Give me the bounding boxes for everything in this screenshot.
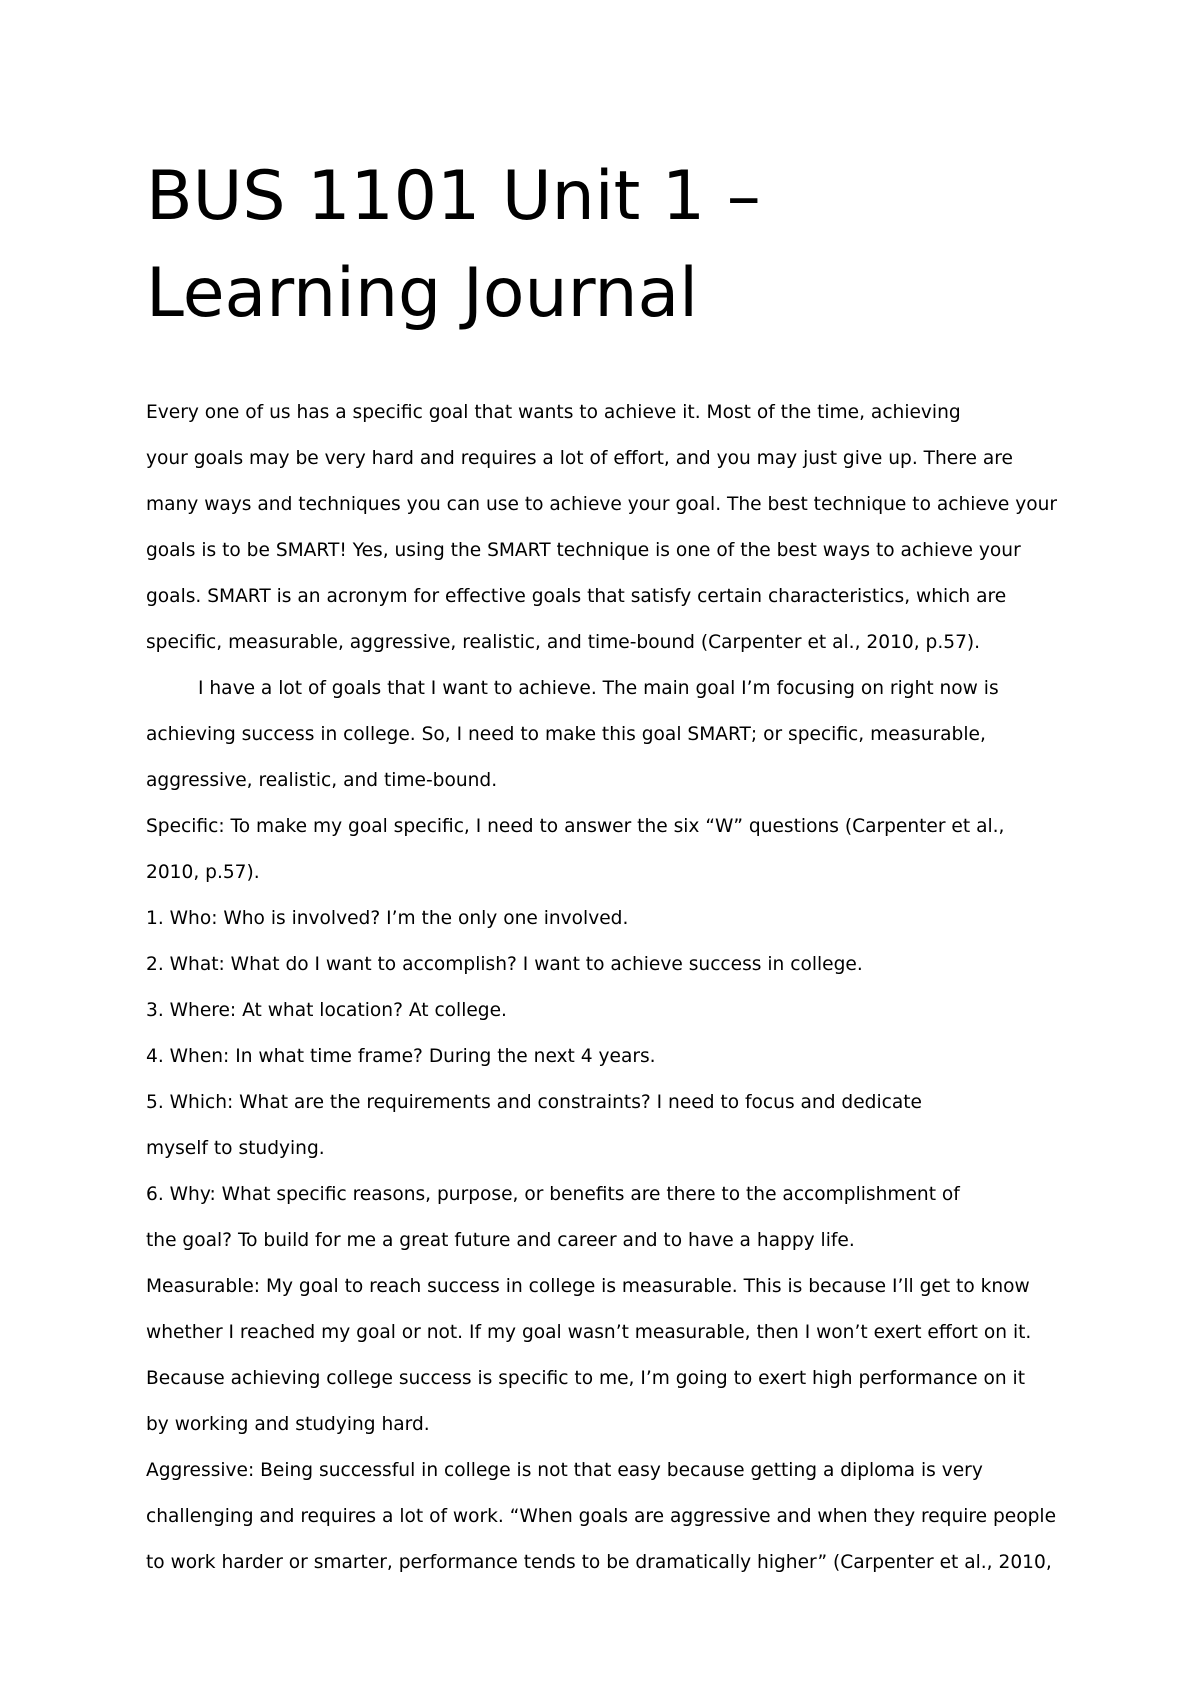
list-item-what: 2. What: What do I want to accomplish? I want to achieve success in college. <box>146 954 863 975</box>
body-line: to work harder or smarter, performance tends to be dramatically higher” (Carpenter et al., 2010, <box>146 1552 1052 1573</box>
body-line: goals is to be SMART! Yes, using the SMART technique is one of the best ways to achieve your <box>146 540 1021 561</box>
body-line: Measurable: My goal to reach success in college is measurable. This is because I’ll get to know <box>146 1276 1030 1297</box>
body-line: achieving success in college. So, I need to make this goal SMART; or specific, measurable, <box>146 724 986 745</box>
list-item-which: 5. Which: What are the requirements and constraints? I need to focus and dedicate <box>146 1092 922 1113</box>
list-item-why: 6. Why: What specific reasons, purpose, or benefits are there to the accomplishment of <box>146 1184 960 1205</box>
list-item-who: 1. Who: Who is involved? I’m the only one involved. <box>146 908 629 929</box>
body-line: Because achieving college success is specific to me, I’m going to exert high performance on it <box>146 1368 1025 1389</box>
list-item-why-cont: the goal? To build for me a great future and career and to have a happy life. <box>146 1230 855 1251</box>
body-line: challenging and requires a lot of work. “When goals are aggressive and when they require people <box>146 1506 1057 1527</box>
body-line: Specific: To make my goal specific, I need to answer the six “W” questions (Carpenter et al., <box>146 816 1005 837</box>
list-item-when: 4. When: In what time frame? During the next 4 years. <box>146 1046 656 1067</box>
body-line: specific, measurable, aggressive, realistic, and time-bound (Carpenter et al., 2010, p.57). <box>146 632 981 653</box>
body-line: by working and studying hard. <box>146 1414 430 1435</box>
title-line-2: Learning Journal <box>146 254 699 333</box>
body-line: Every one of us has a specific goal that wants to achieve it. Most of the time, achieving <box>146 402 961 423</box>
body-line: aggressive, realistic, and time-bound. <box>146 770 498 791</box>
body-line: your goals may be very hard and requires a lot of effort, and you may just give up. There are <box>146 448 1013 469</box>
body-line: goals. SMART is an acronym for effective goals that satisfy certain characteristics, which are <box>146 586 1007 607</box>
document-body <box>146 390 1146 1586</box>
document-title <box>146 148 761 342</box>
body-line: many ways and techniques you can use to achieve your goal. The best technique to achieve your <box>146 494 1058 515</box>
body-line-indented: I have a lot of goals that I want to achieve. The main goal I’m focusing on right now is <box>198 678 999 699</box>
body-line: 2010, p.57). <box>146 862 260 883</box>
title-line-1: BUS 1101 Unit 1 – <box>146 157 761 236</box>
list-item-where: 3. Where: At what location? At college. <box>146 1000 507 1021</box>
body-line: whether I reached my goal or not. If my goal wasn’t measurable, then I won’t exert effort on it. <box>146 1322 1032 1343</box>
body-line: Aggressive: Being successful in college is not that easy because getting a diploma is very <box>146 1460 983 1481</box>
list-item-which-cont: myself to studying. <box>146 1138 325 1159</box>
